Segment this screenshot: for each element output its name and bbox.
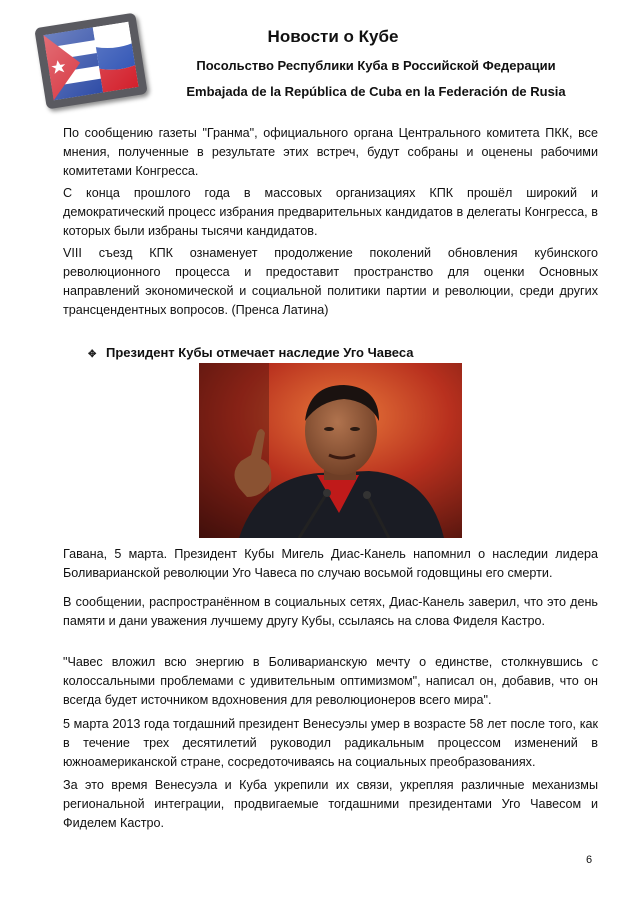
article2-heading-item: [88, 345, 413, 360]
diamond-bullet-icon: ✥: [88, 349, 97, 360]
article2-paragraph: В сообщении, распространённом в социальных сетях, Диас-Канель заверил, что это день памяти и дани уважения лучшему другу Кубы, ссылаясь на слова Фиделя Кастро.: [63, 595, 598, 628]
embassy-name-es: Embajada de la República de Cuba en la Federación de Rusia: [186, 84, 566, 99]
page-number: 6: [586, 854, 593, 866]
article2-paragraph: За это время Венесуэла и Куба укрепили их связи, укрепляя различные механизмы региональной интеграции, продвигаемые тогдашними президентами Уго Чавесом и Фиделем Кастро.: [63, 778, 598, 830]
article2-paragraph: "Чавес вложил всю энергию в Боливарианскую мечту о единстве, столкнувшись с колоссальными проблемами с удивительным оптимизмом", написал он, добавив, что он всегда будет источником вдохновения для революционеров всего мира".: [63, 655, 598, 707]
article2-paragraph: Гавана, 5 марта. Президент Кубы Мигель Диас-Канель напомнил о наследии лидера Боливарианской революции Уго Чавеса по случаю восьмой годовщины его смерти.: [63, 547, 598, 580]
article1-paragraph: По сообщению газеты "Гранма", официального органа Центрального комитета ПКК, все мнения, полученные в результате этих встреч, будут собраны и оценены рабочими комитетами Конгресса.: [63, 126, 598, 178]
article2-heading: Президент Кубы отмечает наследие Уго Чавеса: [106, 345, 414, 360]
embassy-name-ru: Посольство Республики Куба в Российской Федерации: [196, 58, 556, 73]
article2-paragraph: 5 марта 2013 года тогдашний президент Венесуэлы умер в возрасте 58 лет после того, как в течение трех десятилетий руководил радикальным процессом изменений в южноамериканской стране, сосредоточиваясь на социальных преобразованиях.: [63, 717, 598, 769]
article1-paragraph: С конца прошлого года в массовых организациях КПК прошёл широкий и демократический процесс избрания предварительных кандидатов в делегаты Конгресса, в которых были избраны тысячи кандидатов.: [63, 186, 598, 238]
page-title: Новости о Кубе: [267, 27, 399, 46]
article-photo: [199, 363, 462, 538]
article1-paragraph: VIII съезд КПК ознаменует продолжение поколений обновления кубинского революционного процесса и предоставит пространство для оценки Основных направлений экономической и социальной политики партии и революции, среди других трансцендентных вопросов. (Пренса Латина): [63, 246, 598, 317]
